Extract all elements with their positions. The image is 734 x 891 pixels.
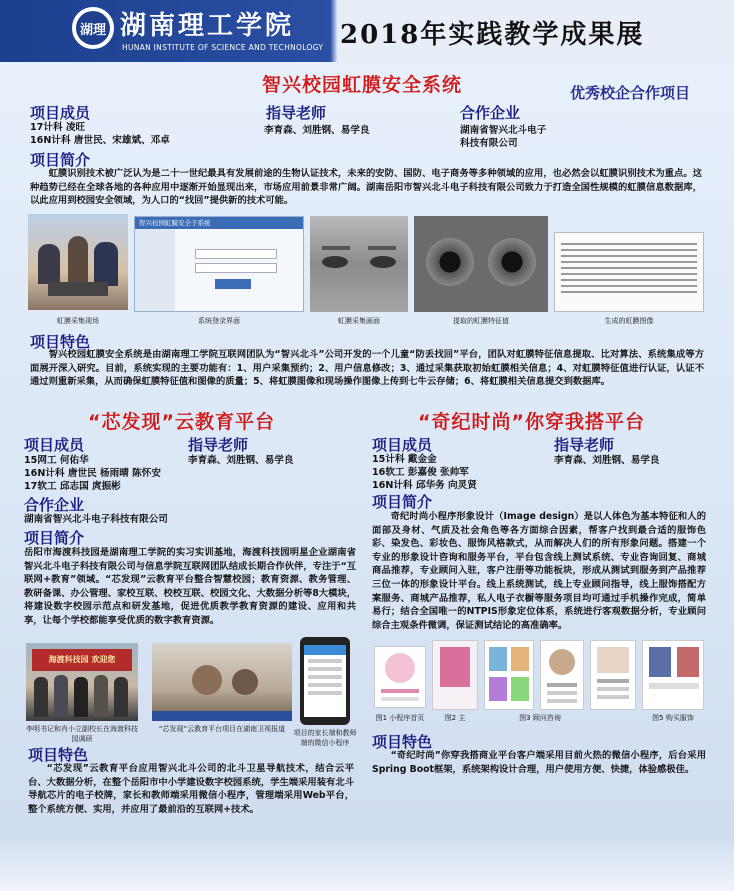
school-name-en: HUNAN INSTITUTE OF SCIENCE AND TECHNOLOGY bbox=[122, 43, 324, 52]
qjss-intro-heading: 项目简介 bbox=[372, 493, 433, 511]
iris-caption-5: 生成的虹膜图像 bbox=[604, 317, 654, 325]
iris-caption-3: 虹膜采集画面 bbox=[338, 317, 380, 325]
school-name-cn: 湖南理工学院 bbox=[120, 11, 295, 41]
xfx-photo-visit bbox=[26, 643, 138, 721]
iris-login-screen bbox=[134, 216, 304, 312]
iris-intro-heading: 项目简介 bbox=[30, 151, 91, 169]
xfx-features: “芯发现”云教育平台应用智兴北斗公司的北斗卫星导航技术，结合云平台、大数据分析，在整个岳阳市中小学建设数字校园系统，学生端采用装有北斗导航芯片的电子校牌，家长和教师端采用微信小程序，管理端采用Web平台，整个系统方便、实用，并应用了最前沿的互联网+技术。 bbox=[28, 763, 354, 815]
qjss-teachers-heading: 指导老师 bbox=[554, 436, 615, 454]
iris-generated-code-image bbox=[554, 232, 704, 312]
xfx-features-heading: 项目特色 bbox=[28, 746, 89, 764]
xfx-teachers: 李育森、刘胜钢、易学良 bbox=[188, 455, 294, 466]
qjss-caption-3: 图3 顾问咨询 bbox=[519, 714, 561, 722]
iris-company-1: 湖南省智兴北斗电子 bbox=[460, 125, 547, 136]
iris-caption-2: 系统登录界面 bbox=[198, 317, 240, 325]
iris-badge: 优秀校企合作项目 bbox=[570, 84, 691, 102]
qjss-caption-1: 图1 小程序首页 bbox=[375, 714, 425, 722]
login-screen-title: 智兴校园虹膜安全子系统 bbox=[135, 217, 303, 229]
xfx-company-heading: 合作企业 bbox=[24, 496, 85, 514]
xfx-intro-heading: 项目简介 bbox=[24, 529, 85, 547]
xfx-member-3: 17软工 邱志国 庹振彬 bbox=[24, 481, 121, 492]
qjss-title bbox=[418, 407, 645, 434]
iris-caption-4: 提取的虹膜特征值 bbox=[453, 317, 509, 325]
iris-photo-collection-site bbox=[28, 214, 128, 310]
iris-feature-image bbox=[414, 216, 548, 312]
qjss-screen-consult-2 bbox=[590, 640, 636, 710]
xfx-members-heading: 项目成员 bbox=[24, 436, 85, 454]
xfx-phone-mini-program bbox=[300, 637, 350, 725]
decorative-bottom-band bbox=[0, 836, 734, 891]
xfx-title-quote-open: “ bbox=[88, 411, 102, 433]
qjss-screen-products bbox=[484, 640, 534, 710]
xfx-photo-tv-report bbox=[152, 643, 292, 721]
iris-members-heading: 项目成员 bbox=[30, 104, 91, 122]
xfx-title-name: 芯发现 bbox=[101, 411, 162, 433]
qjss-teachers: 李育森、刘胜钢、易学良 bbox=[554, 455, 660, 466]
qjss-member-3: 16N计科 邱华务 向灵贤 bbox=[372, 480, 477, 491]
qjss-title-quote-open: “ bbox=[418, 411, 432, 433]
iris-features: 智兴校园虹膜安全系统是由湖南理工学院互联网团队为“智兴北斗”公司开发的一个儿童“防丢找回”平台，团队对虹膜特征信息提取、比对算法、系统集成等方面展开深入研究。目前，系统实现的主要功能有：1、用户采集预约；2、用户信息修改；3、通过采集获取初始虹膜相关信息；4、对虹膜特征值进行认证，认证不通过则重新采集，从而确保虹膜特征值和图像的质量；5、将虹膜图像和现场操作图像上传到七牛云存储；6、将虹膜相关信息提交到数据库。 bbox=[30, 349, 704, 388]
xfx-title bbox=[88, 407, 275, 434]
qjss-screen-main bbox=[432, 640, 478, 710]
iris-intro: 虹膜识别技术被广泛认为是二十一世纪最具有发展前途的生物认证技术，未来的安防、国防、电子商务等多种领域的应用，也必然会以虹膜识别技术为重点。这种趋势已经在全球各地的各种应用中逐渐开始显现出来，市场应用前景非常广阔。湖南岳阳市智兴北斗电子科技有限公司致力于打造全国性规模的虹膜信息数据库，以此应用到校园安全领域，为人口的“找回”提供新的技术可能。 bbox=[30, 168, 702, 207]
xfx-welcome-banner: 海渡科技园 欢迎您 bbox=[32, 649, 132, 671]
school-logo bbox=[72, 7, 114, 49]
page-title: 2018年实践教学成果展 bbox=[340, 20, 645, 50]
qjss-title-quote-close: ” bbox=[511, 411, 526, 433]
qjss-intro: 奇纪时尚小程序形象设计（Image design）是以人体色为基本特征和人的面部及身材、气质及社会角色等各方面综合因素，帮客户找到最合适的服饰色彩、染发色、彩妆色、服饰风格款式，从而解决人们的所有形象问题。搭建一个专业的形象设计咨询和服务平台，平台包含线上测试系统、专业咨询回复、商城商品推荐，专业顾问入驻，客户注册等功能板块，形成从测试到服务到产品推荐三位一体的形象设计平台。线上系统测试，线上专业顾问指导，线上服饰搭配方案服务、商城产品推荐，私人电子衣橱等服务项目均可通过手机操作完成，简单易行；结合全国唯一的NTPIS形象定位体系，系统进行客观数据分析，专业顾问综合主观条件微调，保证测试结论的高准确率。 bbox=[372, 511, 706, 631]
xfx-caption-1: 李明书记和肖小立副校长在海渡科技园调研 bbox=[26, 725, 138, 743]
header-bar bbox=[0, 0, 734, 62]
qjss-title-rest: 你穿我搭平台 bbox=[525, 411, 646, 433]
iris-company-heading: 合作企业 bbox=[460, 104, 521, 122]
iris-teachers-heading: 指导老师 bbox=[266, 104, 327, 122]
qjss-member-1: 15计科 戴金金 bbox=[372, 454, 437, 465]
xfx-company: 湖南省智兴北斗电子科技有限公司 bbox=[24, 514, 168, 525]
iris-capture-frame bbox=[310, 216, 408, 312]
xfx-caption-3: 项目的家长端和教师端的微信小程序 bbox=[293, 729, 357, 747]
xfx-member-1: 15网工 何佑华 bbox=[24, 455, 89, 466]
qjss-screen-consult bbox=[540, 640, 584, 710]
iris-member-2: 16N计科 唐世民、宋雄斌、邓卓 bbox=[30, 135, 170, 146]
iris-teachers: 李育森、刘胜钢、易学良 bbox=[264, 125, 370, 136]
qjss-member-2: 16软工 彭嘉俊 张帅军 bbox=[372, 467, 469, 478]
xfx-title-rest: 云教育平台 bbox=[175, 411, 276, 433]
school-logo-mark: 湖理 bbox=[76, 11, 110, 45]
qjss-title-name: 奇纪时尚 bbox=[431, 411, 512, 433]
qjss-caption-2: 图2 主 bbox=[444, 714, 466, 722]
xfx-caption-2: “芯发现”云教育平台项目在湖南卫视报道 bbox=[158, 725, 286, 733]
xfx-teachers-heading: 指导老师 bbox=[188, 436, 249, 454]
xfx-member-2: 16N计科 唐世民 杨雨晴 陈怀安 bbox=[24, 468, 161, 479]
qjss-features: “奇纪时尚”你穿我搭商业平台客户端采用目前火热的微信小程序，后台采用Spring Boot框架，系统架构设计合理，用户使用方便、快捷，体验感极佳。 bbox=[372, 750, 706, 775]
qjss-members-heading: 项目成员 bbox=[372, 436, 433, 454]
qjss-screen-buy bbox=[642, 640, 704, 710]
xfx-title-quote-close: ” bbox=[161, 411, 176, 433]
qjss-features-heading: 项目特色 bbox=[372, 733, 433, 751]
iris-features-heading: 项目特色 bbox=[30, 333, 91, 351]
qjss-screen-home bbox=[374, 646, 426, 708]
iris-title: 智兴校园虹膜安全系统 bbox=[262, 74, 463, 96]
qjss-caption-4: 图5 购买服饰 bbox=[652, 714, 694, 722]
iris-company-2: 科技有限公司 bbox=[460, 138, 518, 149]
xfx-intro: 岳阳市海渡科技园是湖南理工学院的实习实训基地，海渡科技园明星企业湖南省智兴北斗电子科技有限公司与信息学院互联网团队结成长期合作伙伴，专注于“互联网+教育”领域。“芯发现”云教育平台整合智慧校园；教育资源、教务管理、教研备课、办公管理、家校互联、校校互联、校园文化、大数据分析等8大模块，将建设数字校园示范点和研发基地，促进优质教学教育资源的建设、应用和共享，让每个学校都能享受优质的数字教育资源。 bbox=[24, 547, 356, 626]
iris-member-1: 17计科 凌旺 bbox=[30, 122, 86, 133]
iris-caption-1: 虹膜采集现场 bbox=[57, 317, 99, 325]
